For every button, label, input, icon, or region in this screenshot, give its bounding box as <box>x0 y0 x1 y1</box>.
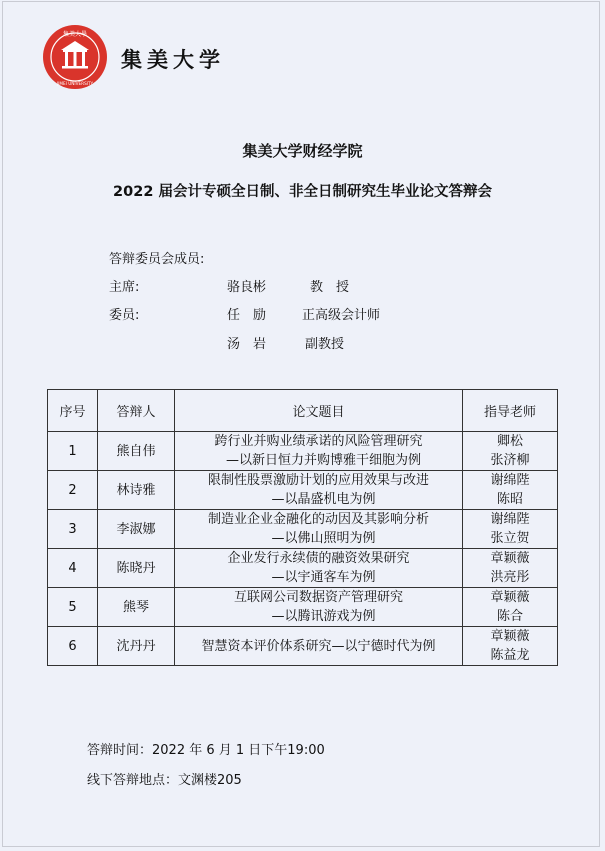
advisor-name: 陈益龙 <box>490 648 530 663</box>
table-row <box>48 549 558 588</box>
svg-text:JIMEI UNIVERSITY: JIMEI UNIVERSITY <box>56 81 94 86</box>
advisors <box>463 510 558 549</box>
header-topic: 论文题目 <box>175 390 463 432</box>
student-name: 熊琴 <box>98 588 175 627</box>
advisors <box>463 627 558 666</box>
defense-location: 线下答辩地点：文渊楼205 <box>87 773 242 788</box>
thesis-topic <box>175 471 463 510</box>
member-title: 正高级会计师 <box>302 308 381 323</box>
advisors <box>463 432 558 471</box>
student-name: 陈晓丹 <box>98 549 175 588</box>
row-number: 5 <box>48 588 98 627</box>
table-row <box>48 432 558 471</box>
university-seal-logo <box>42 24 108 90</box>
defense-time: 答辩时间：2022 年 6 月 1 日下午19:00 <box>87 743 325 758</box>
committee-heading: 答辩委员会成员: <box>109 252 205 267</box>
topic-line: 智慧资本评价体系研究—以宁德时代为例 <box>201 638 436 654</box>
topic-line: —以佛山照明为例 <box>271 531 376 546</box>
topic-line: —以宇通客车为例 <box>271 570 376 585</box>
member-title: 副教授 <box>305 337 345 352</box>
advisor-name: 洪亮彤 <box>490 570 530 585</box>
topic-line: 制造业企业金融化的动因及其影响分析 <box>207 512 429 527</box>
advisor-name: 陈昭 <box>496 492 523 507</box>
event-title: 2022 届会计专硕全日制、非全日制研究生毕业论文答辩会 <box>113 184 492 200</box>
member-label: 委员: <box>109 308 140 323</box>
thesis-topic <box>175 432 463 471</box>
advisor-name: 谢绵陛 <box>490 512 530 527</box>
table-row <box>48 588 558 627</box>
chair-name: 骆良彬 <box>227 280 267 295</box>
chair-label: 主席: <box>109 280 140 295</box>
member-name: 汤 岩 <box>227 337 267 352</box>
topic-line: —以新日恒力并购博雅干细胞为例 <box>225 453 421 468</box>
svg-text:集美大學: 集美大學 <box>62 31 88 38</box>
advisor-name: 章颖薇 <box>490 551 530 566</box>
school-title: 集美大学财经学院 <box>242 142 363 160</box>
advisor-name: 陈合 <box>496 609 523 624</box>
student-name: 林诗雅 <box>98 471 175 510</box>
topic-line: 限制性股票激励计划的应用效果与改进 <box>207 473 429 488</box>
topic-line: —以腾讯游戏为例 <box>271 609 376 624</box>
member-name: 任 励 <box>227 308 267 323</box>
row-number: 1 <box>48 432 98 471</box>
student-name: 沈丹丹 <box>98 627 175 666</box>
advisor-name: 卿松 <box>496 434 523 449</box>
row-number: 2 <box>48 471 98 510</box>
chair-title: 教 授 <box>310 280 350 295</box>
table-row <box>48 471 558 510</box>
row-number: 4 <box>48 549 98 588</box>
advisors <box>463 471 558 510</box>
advisor-name: 谢绵陛 <box>490 473 530 488</box>
row-number: 3 <box>48 510 98 549</box>
thesis-topic <box>175 510 463 549</box>
thesis-topic <box>175 549 463 588</box>
topic-line: 互联网公司数据资产管理研究 <box>233 590 403 605</box>
student-name: 熊自伟 <box>98 432 175 471</box>
advisors <box>463 588 558 627</box>
thesis-topic <box>175 588 463 627</box>
header-advisor: 指导老师 <box>463 390 558 432</box>
advisors <box>463 549 558 588</box>
row-number: 6 <box>48 627 98 666</box>
university-name: 集美大学 <box>121 47 225 72</box>
table-header-row <box>48 390 558 432</box>
table-row <box>48 510 558 549</box>
advisor-name: 章颖薇 <box>490 629 530 644</box>
thesis-topic <box>175 627 463 666</box>
topic-line: —以晶盛机电为例 <box>271 492 376 507</box>
topic-line: 跨行业并购业绩承诺的风险管理研究 <box>214 434 423 449</box>
student-name: 李淑娜 <box>98 510 175 549</box>
advisor-name: 张立贺 <box>490 531 530 546</box>
advisor-name: 章颖薇 <box>490 590 530 605</box>
topic-line: 企业发行永续债的融资效果研究 <box>227 551 410 566</box>
table-row <box>48 627 558 666</box>
header-number: 序号 <box>48 390 98 432</box>
advisor-name: 张济柳 <box>490 453 530 468</box>
defense-schedule-table <box>47 389 558 666</box>
header-student: 答辩人 <box>98 390 175 432</box>
